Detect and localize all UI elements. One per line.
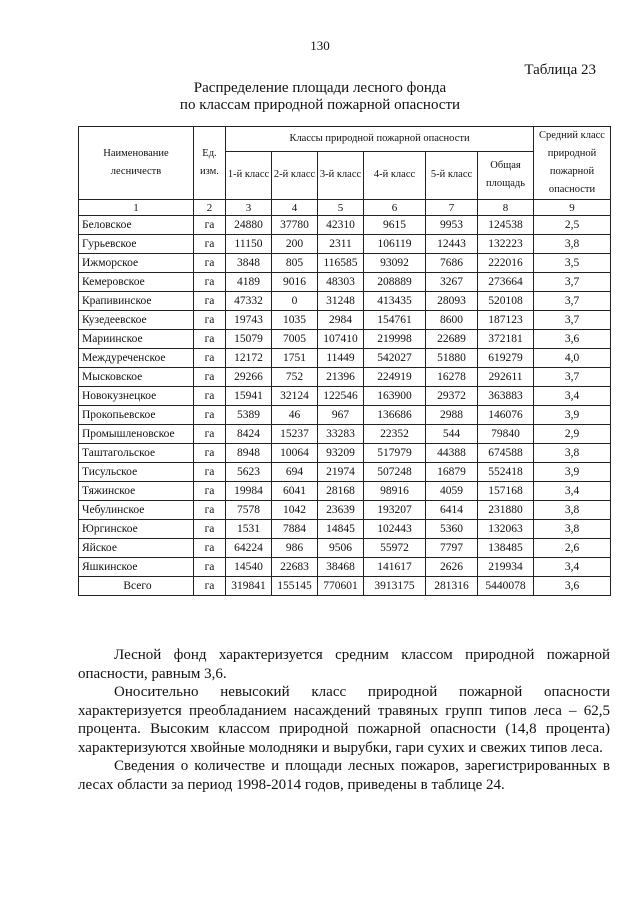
cell-class-4: 542027 [364,349,426,368]
cell-avg-class: 3,8 [534,520,611,539]
col-number: 1 [79,200,194,216]
table-row [79,463,611,482]
cell-avg-class: 3,7 [534,311,611,330]
cell-total-area: 363883 [478,387,534,406]
cell-name: Мысковское [79,368,194,387]
cell-class-2: 37780 [272,216,318,235]
cell-class-5: 8600 [426,311,478,330]
cell-unit: га [194,406,226,425]
cell-class-1: 319841 [226,577,272,596]
paragraph: Оносительно невысокий класс природной пожарной опасности характеризуется преобладанием насаждений травяных групп типов леса – 62,5 процента. Высоким классом природной пожарной опасности (14,8 процента) характеризуются хвойные молодняки и вырубки, гари сухих и свежих типов леса. [78,684,610,756]
cell-class-3: 31248 [318,292,364,311]
cell-class-4: 106119 [364,235,426,254]
column-numbers-row [79,200,611,216]
cell-class-2: 805 [272,254,318,273]
paragraph: Лесной фонд характеризуется средним классом природной пожарной опасности, равным 3,6. [78,647,610,682]
cell-avg-class: 3,8 [534,501,611,520]
cell-unit: га [194,520,226,539]
col-number: 9 [534,200,611,216]
cell-unit: га [194,558,226,577]
cell-total-area: 132223 [478,235,534,254]
cell-class-5: 6414 [426,501,478,520]
cell-class-5: 9953 [426,216,478,235]
col-number: 5 [318,200,364,216]
header-class-3: 3-й класс [318,151,364,199]
cell-class-1: 24880 [226,216,272,235]
header-classes-group: Классы природной пожарной опасности [226,127,534,152]
cell-avg-class: 3,4 [534,387,611,406]
table-row [79,444,611,463]
cell-class-4: 136686 [364,406,426,425]
table-label: Таблица 23 [524,62,596,78]
cell-total-area: 674588 [478,444,534,463]
table-row [79,254,611,273]
cell-class-3: 42310 [318,216,364,235]
cell-total-area: 187123 [478,311,534,330]
cell-class-1: 15079 [226,330,272,349]
cell-unit: га [194,311,226,330]
cell-total-area: 79840 [478,425,534,444]
cell-class-5: 7797 [426,539,478,558]
cell-name: Кемеровское [79,273,194,292]
cell-unit: га [194,387,226,406]
cell-class-1: 64224 [226,539,272,558]
header-avg-class: Средний класс природной пожарной опасности [534,127,611,200]
cell-class-2: 32124 [272,387,318,406]
cell-class-5: 22689 [426,330,478,349]
table-row [79,311,611,330]
cell-class-5: 51880 [426,349,478,368]
header-class-5: 5-й класс [426,151,478,199]
header-class-4: 4-й класс [364,151,426,199]
cell-class-1: 15941 [226,387,272,406]
cell-class-4: 517979 [364,444,426,463]
cell-class-4: 102443 [364,520,426,539]
cell-class-4: 141617 [364,558,426,577]
cell-class-3: 9506 [318,539,364,558]
cell-class-2: 1751 [272,349,318,368]
table-row [79,406,611,425]
cell-class-3: 93209 [318,444,364,463]
cell-unit: га [194,254,226,273]
cell-class-5: 544 [426,425,478,444]
cell-name: Тяжинское [79,482,194,501]
table-row [79,330,611,349]
cell-class-3: 23639 [318,501,364,520]
cell-name: Гурьевское [79,235,194,254]
cell-class-1: 5623 [226,463,272,482]
page-number: 130 [310,38,330,53]
header-class-1: 1-й класс [226,151,272,199]
cell-avg-class: 3,5 [534,254,611,273]
cell-class-4: 208889 [364,273,426,292]
table-row [79,539,611,558]
cell-class-1: 11150 [226,235,272,254]
table-row [79,273,611,292]
cell-class-2: 15237 [272,425,318,444]
cell-total-area: 146076 [478,406,534,425]
cell-avg-class: 2,9 [534,425,611,444]
cell-class-4: 98916 [364,482,426,501]
cell-class-5: 44388 [426,444,478,463]
cell-class-1: 5389 [226,406,272,425]
cell-class-3: 116585 [318,254,364,273]
cell-class-5: 16278 [426,368,478,387]
total-row [79,577,611,596]
cell-class-4: 193207 [364,501,426,520]
cell-name: Мариинское [79,330,194,349]
header-unit: Ед. изм. [194,127,226,200]
col-number: 7 [426,200,478,216]
cell-class-5: 16879 [426,463,478,482]
cell-name: Яшкинское [79,558,194,577]
cell-class-4: 9615 [364,216,426,235]
col-number: 6 [364,200,426,216]
cell-unit: га [194,368,226,387]
cell-class-5: 5360 [426,520,478,539]
cell-unit: га [194,425,226,444]
cell-unit: га [194,216,226,235]
cell-avg-class: 3,7 [534,273,611,292]
cell-class-4: 507248 [364,463,426,482]
cell-class-3: 14845 [318,520,364,539]
paragraph: Сведения о количестве и площади лесных пожаров, зарегистрированных в лесах области за период 1998-2014 годов, приведены в таблице 24. [78,758,610,793]
cell-total-area: 157168 [478,482,534,501]
cell-name: Ижморское [79,254,194,273]
cell-name: Чебулинское [79,501,194,520]
cell-class-1: 8424 [226,425,272,444]
cell-total-area: 231880 [478,501,534,520]
cell-class-3: 28168 [318,482,364,501]
cell-class-3: 967 [318,406,364,425]
cell-avg-class: 3,4 [534,558,611,577]
table-row [79,387,611,406]
cell-class-1: 1531 [226,520,272,539]
cell-class-2: 9016 [272,273,318,292]
cell-class-4: 93092 [364,254,426,273]
cell-name: Новокузнецкое [79,387,194,406]
cell-unit: га [194,482,226,501]
cell-class-1: 19743 [226,311,272,330]
cell-name: Таштагольское [79,444,194,463]
cell-class-3: 33283 [318,425,364,444]
header-class-2: 2-й класс [272,151,318,199]
cell-total-area: 138485 [478,539,534,558]
cell-class-2: 6041 [272,482,318,501]
table-row [79,235,611,254]
cell-name: Прокопьевское [79,406,194,425]
cell-class-1: 7578 [226,501,272,520]
cell-name: Яйское [79,539,194,558]
cell-class-1: 29266 [226,368,272,387]
cell-name: Юргинское [79,520,194,539]
forest-fire-class-table [78,126,611,596]
cell-class-5: 7686 [426,254,478,273]
cell-name: Тисульское [79,463,194,482]
cell-avg-class: 3,4 [534,482,611,501]
cell-class-3: 770601 [318,577,364,596]
cell-avg-class: 3,7 [534,292,611,311]
cell-total-area: 520108 [478,292,534,311]
cell-avg-class: 3,7 [534,368,611,387]
cell-unit: га [194,463,226,482]
col-number: 8 [478,200,534,216]
cell-class-2: 155145 [272,577,318,596]
table-row [79,349,611,368]
cell-avg-class: 3,8 [534,235,611,254]
cell-total-area: 552418 [478,463,534,482]
cell-unit: га [194,292,226,311]
cell-total-area: 273664 [478,273,534,292]
cell-class-3: 48303 [318,273,364,292]
cell-class-3: 21974 [318,463,364,482]
table-row [79,425,611,444]
cell-avg-class: 3,9 [534,406,611,425]
table-title-line-1: Распределение площади лесного фонда [193,80,447,96]
cell-name: Всего [79,577,194,596]
cell-unit: га [194,444,226,463]
cell-class-3: 21396 [318,368,364,387]
cell-name: Крапивинское [79,292,194,311]
cell-avg-class: 2,6 [534,539,611,558]
table-row [79,216,611,235]
cell-avg-class: 2,5 [534,216,611,235]
cell-class-2: 7005 [272,330,318,349]
table-row [79,520,611,539]
cell-class-2: 46 [272,406,318,425]
cell-unit: га [194,501,226,520]
cell-class-4: 413435 [364,292,426,311]
cell-avg-class: 3,6 [534,330,611,349]
table-row [79,482,611,501]
cell-class-5: 3267 [426,273,478,292]
table-row [79,558,611,577]
cell-class-4: 55972 [364,539,426,558]
cell-total-area: 372181 [478,330,534,349]
col-number: 3 [226,200,272,216]
cell-class-3: 122546 [318,387,364,406]
table-row [79,368,611,387]
cell-class-1: 47332 [226,292,272,311]
cell-total-area: 619279 [478,349,534,368]
cell-class-4: 22352 [364,425,426,444]
cell-class-3: 2311 [318,235,364,254]
table-title-line-2: по классам природной пожарной опасности [179,97,461,113]
col-number: 2 [194,200,226,216]
cell-class-2: 22683 [272,558,318,577]
cell-class-2: 200 [272,235,318,254]
cell-class-5: 281316 [426,577,478,596]
cell-name: Беловское [79,216,194,235]
cell-class-1: 8948 [226,444,272,463]
cell-class-3: 11449 [318,349,364,368]
cell-name: Кузедеевское [79,311,194,330]
cell-total-area: 222016 [478,254,534,273]
cell-unit: га [194,577,226,596]
cell-class-5: 4059 [426,482,478,501]
cell-unit: га [194,539,226,558]
cell-avg-class: 3,6 [534,577,611,596]
cell-class-1: 19984 [226,482,272,501]
cell-total-area: 124538 [478,216,534,235]
cell-total-area: 132063 [478,520,534,539]
cell-class-5: 29372 [426,387,478,406]
cell-class-5: 28093 [426,292,478,311]
cell-avg-class: 3,8 [534,444,611,463]
cell-class-3: 107410 [318,330,364,349]
cell-unit: га [194,349,226,368]
cell-avg-class: 3,9 [534,463,611,482]
col-number: 4 [272,200,318,216]
cell-class-4: 3913175 [364,577,426,596]
cell-class-2: 7884 [272,520,318,539]
table-title [0,80,640,114]
cell-total-area: 219934 [478,558,534,577]
header-name: Наименование лесничеств [79,127,194,200]
cell-class-2: 1035 [272,311,318,330]
cell-class-2: 1042 [272,501,318,520]
cell-class-1: 14540 [226,558,272,577]
table-row [79,501,611,520]
cell-avg-class: 4,0 [534,349,611,368]
header-total-area: Общая площадь [478,151,534,199]
cell-total-area: 5440078 [478,577,534,596]
cell-total-area: 292611 [478,368,534,387]
cell-class-1: 3848 [226,254,272,273]
cell-class-1: 12172 [226,349,272,368]
cell-class-4: 163900 [364,387,426,406]
cell-unit: га [194,235,226,254]
cell-unit: га [194,330,226,349]
table-row [79,292,611,311]
cell-class-4: 154761 [364,311,426,330]
cell-class-1: 4189 [226,273,272,292]
cell-class-4: 224919 [364,368,426,387]
cell-class-3: 38468 [318,558,364,577]
cell-class-2: 10064 [272,444,318,463]
cell-class-5: 2988 [426,406,478,425]
body-text [78,646,610,794]
cell-class-4: 219998 [364,330,426,349]
cell-class-5: 2626 [426,558,478,577]
cell-class-3: 2984 [318,311,364,330]
cell-unit: га [194,273,226,292]
cell-name: Промышленовское [79,425,194,444]
cell-class-2: 694 [272,463,318,482]
cell-name: Междуреченское [79,349,194,368]
cell-class-2: 986 [272,539,318,558]
cell-class-2: 752 [272,368,318,387]
cell-class-2: 0 [272,292,318,311]
cell-class-5: 12443 [426,235,478,254]
